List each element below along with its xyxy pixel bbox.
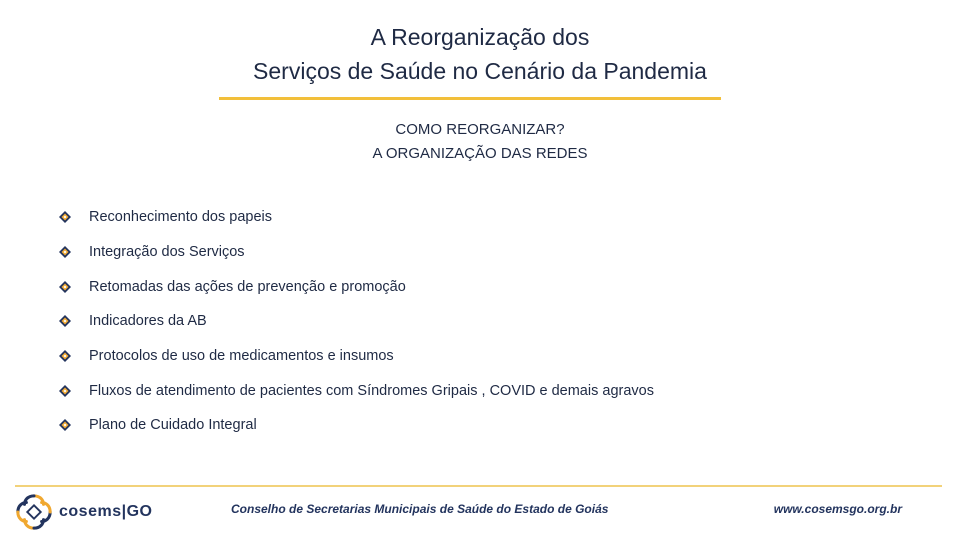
list-item	[58, 200, 654, 235]
diamond-bullet-icon	[58, 314, 72, 328]
footer-organization: Conselho de Secretarias Municipais de Saúde do Estado de Goiás	[231, 502, 609, 516]
list-item	[58, 408, 654, 443]
slide-title-line-2: Serviços de Saúde no Cenário da Pandemia	[253, 58, 707, 84]
list-item	[58, 235, 654, 270]
list-item-text: Protocolos de uso de medicamentos e insumos	[89, 348, 394, 365]
diamond-bullet-icon	[58, 245, 72, 259]
slide-subtitle	[0, 118, 960, 166]
slide-subtitle-line-1: COMO REORGANIZAR?	[395, 121, 565, 138]
bullet-list	[58, 200, 654, 443]
footer-divider	[15, 485, 942, 487]
list-item-text: Fluxos de atendimento de pacientes com Síndromes Gripais , COVID e demais agravos	[89, 382, 654, 399]
list-item-text: Integração dos Serviços	[89, 244, 245, 261]
slide-title-line-1: A Reorganização dos	[370, 24, 590, 50]
footer-url: www.cosemsgo.org.br	[773, 502, 902, 516]
list-item	[58, 304, 654, 339]
list-item	[58, 373, 654, 408]
diamond-bullet-icon	[58, 418, 72, 432]
slide-subtitle-line-2: A ORGANIZAÇÃO DAS REDES	[372, 145, 588, 162]
list-item-text: Indicadores da AB	[89, 313, 207, 330]
diamond-bullet-icon	[58, 384, 72, 398]
diamond-bullet-icon	[58, 280, 72, 294]
diamond-bullet-icon	[58, 349, 72, 363]
title-underline	[219, 97, 721, 100]
cosems-logo	[15, 492, 152, 532]
list-item-text: Retomadas das ações de prevenção e promoção	[89, 278, 406, 295]
footer	[15, 490, 942, 536]
list-item	[58, 339, 654, 374]
cosems-logo-icon	[15, 492, 53, 532]
slide-title	[0, 20, 960, 88]
list-item-text: Reconhecimento dos papeis	[89, 209, 272, 226]
list-item	[58, 269, 654, 304]
list-item-text: Plano de Cuidado Integral	[89, 417, 257, 434]
logo-text: cosems|GO	[59, 503, 153, 520]
diamond-bullet-icon	[58, 210, 72, 224]
